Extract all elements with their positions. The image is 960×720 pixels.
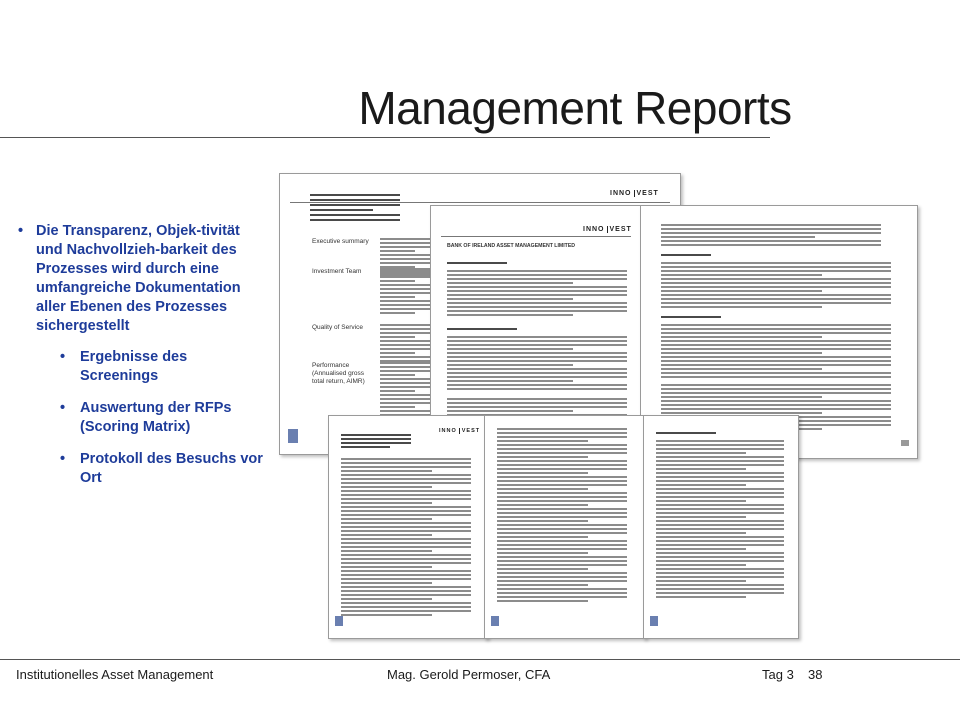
text-line-placeholder (656, 580, 746, 582)
text-line-placeholder (380, 312, 415, 314)
text-line-placeholder (380, 268, 430, 270)
text-line-placeholder (661, 224, 881, 226)
text-line-placeholder (380, 250, 415, 252)
text-line-placeholder (497, 480, 627, 482)
text-line-placeholder (341, 530, 471, 532)
page-corner-mark (491, 616, 499, 626)
text-line-placeholder (661, 372, 891, 374)
text-line-placeholder (661, 348, 891, 350)
text-line-placeholder (447, 360, 627, 362)
text-line-placeholder (447, 290, 627, 292)
page-corner-mark (288, 429, 298, 443)
text-line-placeholder (661, 282, 891, 284)
text-line-placeholder (656, 492, 784, 494)
text-line-placeholder (656, 552, 784, 554)
text-line-placeholder (497, 448, 627, 450)
text-line-placeholder (656, 568, 784, 570)
footer-divider (0, 659, 960, 660)
report-thumbnail-bank-of-ireland (430, 205, 642, 432)
text-line-placeholder (497, 496, 627, 498)
text-line-placeholder (341, 442, 411, 444)
text-line-placeholder (656, 540, 784, 542)
text-line-placeholder (497, 556, 627, 558)
text-line-placeholder (656, 516, 746, 518)
text-line-placeholder (656, 564, 746, 566)
text-line-placeholder (310, 199, 400, 201)
text-line-placeholder (341, 494, 471, 496)
text-line-placeholder (341, 550, 432, 552)
bullet-dot-icon: • (18, 223, 24, 239)
text-line-placeholder (380, 262, 430, 264)
text-line-placeholder (661, 400, 891, 402)
text-line-placeholder (380, 288, 430, 290)
text-line-placeholder (661, 266, 891, 268)
text-line-placeholder (497, 444, 627, 446)
text-line-placeholder (661, 278, 891, 280)
text-line-placeholder (380, 344, 430, 346)
text-line-placeholder (661, 340, 891, 342)
text-line-placeholder (656, 452, 746, 454)
text-line-placeholder (497, 476, 627, 478)
text-line-placeholder (341, 498, 471, 500)
text-line-placeholder (341, 506, 471, 508)
text-line-placeholder (341, 474, 471, 476)
text-line-placeholder (497, 564, 627, 566)
text-line-placeholder (497, 452, 627, 454)
sub-bullet (16, 450, 266, 488)
text-line-placeholder (661, 332, 891, 334)
section-label: Executive summary (312, 238, 369, 245)
text-line-placeholder (341, 438, 411, 440)
text-line-placeholder (497, 440, 588, 442)
text-line-placeholder (380, 292, 430, 294)
text-line-placeholder (341, 470, 432, 472)
text-line-placeholder (341, 478, 471, 480)
text-line-placeholder (310, 214, 400, 216)
text-line-placeholder (447, 270, 627, 272)
text-line-placeholder (341, 522, 471, 524)
text-line-placeholder (341, 610, 471, 612)
text-line-placeholder (661, 324, 891, 326)
slide-title: Management Reports (358, 82, 792, 134)
text-line-placeholder (497, 456, 588, 458)
text-line-placeholder (656, 456, 784, 458)
text-line-placeholder (380, 324, 430, 326)
text-line-placeholder (497, 536, 588, 538)
text-line-placeholder (447, 352, 627, 354)
text-line-placeholder (341, 570, 471, 572)
text-line-placeholder (341, 554, 471, 556)
text-line-placeholder (656, 584, 784, 586)
text-line-placeholder (380, 304, 430, 306)
text-line-placeholder (447, 344, 627, 346)
text-line-placeholder (497, 576, 627, 578)
text-line-placeholder (497, 544, 627, 546)
text-line-placeholder (447, 336, 627, 338)
text-line-placeholder (447, 402, 627, 404)
text-line-placeholder (661, 352, 822, 354)
text-line-placeholder (497, 488, 588, 490)
text-line-placeholder (380, 242, 430, 244)
text-line-placeholder (380, 374, 415, 376)
text-line-placeholder (380, 296, 415, 298)
text-line-placeholder (656, 572, 784, 574)
text-line-placeholder (661, 298, 891, 300)
text-line-placeholder (447, 328, 517, 330)
text-line-placeholder (380, 378, 430, 380)
text-line-placeholder (380, 382, 430, 384)
sub-bullet-text: Auswertung der RFPs (Scoring Matrix) (80, 400, 232, 435)
text-line-placeholder (497, 516, 627, 518)
bullet-dot-icon: • (60, 400, 66, 416)
text-line-placeholder (656, 576, 784, 578)
text-line-placeholder (656, 460, 784, 462)
text-line-placeholder (661, 404, 891, 406)
text-line-placeholder (661, 412, 822, 414)
text-line-placeholder (497, 528, 627, 530)
text-line-placeholder (341, 546, 471, 548)
sub-bullet (16, 348, 266, 386)
text-line-placeholder (661, 356, 891, 358)
text-line-placeholder (661, 376, 891, 378)
text-line-placeholder (656, 496, 784, 498)
text-line-placeholder (656, 512, 784, 514)
text-line-placeholder (497, 500, 627, 502)
text-line-placeholder (341, 582, 432, 584)
text-line-placeholder (656, 592, 784, 594)
text-line-placeholder (341, 598, 432, 600)
text-line-placeholder (447, 388, 627, 390)
text-line-placeholder (447, 314, 573, 316)
text-line-placeholder (380, 246, 430, 248)
text-line-placeholder (380, 410, 430, 412)
text-line-placeholder (447, 348, 573, 350)
text-line-placeholder (341, 558, 471, 560)
text-line-placeholder (380, 352, 415, 354)
report-thumbnail-page-3 (643, 415, 799, 639)
text-line-placeholder (341, 594, 471, 596)
text-line-placeholder (380, 300, 430, 302)
text-line-placeholder (341, 518, 432, 520)
text-line-placeholder (661, 360, 891, 362)
text-line-placeholder (380, 362, 430, 364)
text-line-placeholder (497, 520, 588, 522)
text-line-placeholder (380, 406, 415, 408)
text-line-placeholder (661, 344, 891, 346)
bullet-main-text: Die Transparenz, Objek-tivität und Nachvollzieh-barkeit des Prozesses wird durch eine umfangreiche Dokumentation aller Ebenen des Prozesses sichergestellt (36, 223, 241, 334)
text-line-placeholder (497, 600, 588, 602)
sub-bullet (16, 399, 266, 437)
text-line-placeholder (341, 578, 471, 580)
bullet-dot-icon: • (60, 349, 66, 365)
text-line-placeholder (497, 524, 627, 526)
text-line-placeholder (661, 408, 891, 410)
text-line-placeholder (661, 262, 891, 264)
text-line-placeholder (656, 528, 784, 530)
text-line-placeholder (661, 270, 891, 272)
text-line-placeholder (661, 328, 891, 330)
text-line-placeholder (341, 538, 471, 540)
text-line-placeholder (497, 592, 627, 594)
text-line-placeholder (656, 588, 784, 590)
text-line-placeholder (656, 524, 784, 526)
innovest-logo: INNO VEST (439, 428, 481, 434)
text-line-placeholder (380, 280, 415, 282)
text-line-placeholder (656, 508, 784, 510)
text-line-placeholder (656, 536, 784, 538)
footer-author: Mag. Gerold Permoser, CFA (387, 667, 551, 682)
text-line-placeholder (380, 394, 430, 396)
text-line-placeholder (447, 302, 627, 304)
innovest-logo: INNO VEST (583, 226, 632, 233)
text-line-placeholder (656, 532, 746, 534)
text-line-placeholder (380, 356, 430, 358)
text-line-placeholder (341, 574, 471, 576)
text-line-placeholder (661, 302, 891, 304)
text-line-placeholder (656, 440, 784, 442)
section-label: Investment Team (312, 268, 362, 275)
text-line-placeholder (447, 294, 627, 296)
text-line-placeholder (447, 310, 627, 312)
text-line-placeholder (497, 512, 627, 514)
section-label: Performance (Annualised gross total return, AIMR) (312, 362, 365, 385)
footer-page-number: 38 (808, 667, 823, 682)
text-line-placeholder (380, 390, 415, 392)
text-line-placeholder (497, 492, 627, 494)
text-line-placeholder (380, 308, 430, 310)
text-line-placeholder (447, 376, 627, 378)
text-line-placeholder (380, 402, 430, 404)
text-line-placeholder (656, 488, 784, 490)
page-corner-mark (650, 616, 658, 626)
text-line-placeholder (497, 436, 627, 438)
text-line-placeholder (497, 464, 627, 466)
text-line-placeholder (341, 446, 390, 448)
text-line-placeholder (497, 560, 627, 562)
text-line-placeholder (497, 568, 588, 570)
text-line-placeholder (497, 596, 627, 598)
text-line-placeholder (656, 548, 746, 550)
text-line-placeholder (447, 286, 627, 288)
text-line-placeholder (661, 306, 822, 308)
text-line-placeholder (661, 384, 891, 386)
text-line-placeholder (341, 458, 471, 460)
text-line-placeholder (656, 500, 746, 502)
text-line-placeholder (447, 340, 627, 342)
report-thumbnail-page-2 (484, 415, 646, 639)
text-line-placeholder (661, 236, 815, 238)
text-line-placeholder (380, 398, 430, 400)
text-line-placeholder (341, 490, 471, 492)
footer-course-title: Institutionelles Asset Management (16, 667, 214, 682)
text-line-placeholder (447, 274, 627, 276)
sub-bullet-text: Ergebnisse des Screenings (80, 349, 188, 384)
bullet-list (16, 222, 266, 501)
text-line-placeholder (310, 194, 400, 196)
text-line-placeholder (447, 410, 573, 412)
text-line-placeholder (341, 502, 432, 504)
text-line-placeholder (380, 332, 430, 334)
text-line-placeholder (497, 504, 588, 506)
text-line-placeholder (656, 544, 784, 546)
text-line-placeholder (341, 586, 471, 588)
footer-day: Tag 3 (762, 667, 794, 682)
text-line-placeholder (380, 386, 430, 388)
text-line-placeholder (341, 614, 432, 616)
text-line-placeholder (661, 388, 891, 390)
text-line-placeholder (656, 556, 784, 558)
sub-bullet-text: Protokoll des Besuchs vor Ort (80, 451, 263, 486)
text-line-placeholder (497, 508, 627, 510)
text-line-placeholder (341, 462, 471, 464)
text-line-placeholder (310, 209, 373, 211)
bullet-main (16, 222, 266, 336)
section-label: Quality of Service (312, 324, 363, 331)
text-line-placeholder (341, 534, 432, 536)
text-line-placeholder (497, 540, 627, 542)
text-line-placeholder (656, 484, 746, 486)
text-line-placeholder (661, 368, 822, 370)
text-line-placeholder (661, 232, 881, 234)
text-line-placeholder (380, 254, 430, 256)
text-line-placeholder (497, 484, 627, 486)
text-line-placeholder (447, 278, 627, 280)
text-line-placeholder (661, 240, 881, 242)
report-thumbnail-page-1 (328, 415, 488, 639)
page-corner-mark (335, 616, 343, 626)
text-line-placeholder (497, 472, 588, 474)
text-line-placeholder (341, 434, 411, 436)
text-line-placeholder (656, 448, 784, 450)
text-line-placeholder (497, 548, 627, 550)
text-line-placeholder (656, 464, 784, 466)
text-line-placeholder (447, 384, 627, 386)
text-line-placeholder (661, 290, 822, 292)
text-line-placeholder (656, 596, 746, 598)
text-line-placeholder (380, 284, 430, 286)
text-line-placeholder (497, 572, 627, 574)
text-line-placeholder (380, 272, 430, 274)
text-line-placeholder (661, 254, 711, 256)
text-line-placeholder (447, 398, 627, 400)
text-line-placeholder (447, 356, 627, 358)
text-line-placeholder (341, 606, 471, 608)
text-line-placeholder (661, 396, 822, 398)
text-line-placeholder (341, 542, 471, 544)
text-line-placeholder (497, 460, 627, 462)
text-line-placeholder (656, 504, 784, 506)
text-line-placeholder (661, 228, 881, 230)
text-line-placeholder (497, 428, 627, 430)
text-line-placeholder (656, 472, 784, 474)
title-divider (0, 137, 770, 138)
doc-heading: BANK OF IRELAND ASSET MANAGEMENT LIMITED (447, 243, 576, 249)
text-line-placeholder (380, 276, 430, 278)
text-line-placeholder (661, 286, 891, 288)
text-line-placeholder (341, 466, 471, 468)
text-line-placeholder (380, 366, 430, 368)
text-line-placeholder (656, 520, 784, 522)
text-line-placeholder (661, 336, 822, 338)
text-line-placeholder (380, 258, 430, 260)
text-line-placeholder (661, 244, 881, 246)
text-line-placeholder (380, 340, 430, 342)
text-line-placeholder (497, 584, 588, 586)
bullet-dot-icon: • (60, 451, 66, 467)
text-line-placeholder (661, 392, 891, 394)
text-line-placeholder (656, 480, 784, 482)
text-line-placeholder (380, 328, 430, 330)
text-line-placeholder (380, 336, 415, 338)
text-line-placeholder (497, 580, 627, 582)
text-line-placeholder (447, 282, 573, 284)
text-line-placeholder (661, 316, 721, 318)
sub-bullet-list (16, 348, 266, 488)
text-line-placeholder (380, 348, 430, 350)
text-line-placeholder (661, 294, 891, 296)
text-line-placeholder (497, 532, 627, 534)
text-line-placeholder (341, 562, 471, 564)
text-line-placeholder (661, 364, 891, 366)
text-line-placeholder (380, 238, 430, 240)
text-line-placeholder (447, 380, 573, 382)
text-line-placeholder (447, 406, 627, 408)
innovest-logo: INNO VEST (610, 190, 659, 197)
text-line-placeholder (497, 552, 588, 554)
text-line-placeholder (447, 368, 627, 370)
text-line-placeholder (497, 588, 627, 590)
text-line-placeholder (661, 274, 822, 276)
text-line-placeholder (656, 468, 746, 470)
text-line-placeholder (656, 432, 716, 434)
text-line-placeholder (380, 370, 430, 372)
text-line-placeholder (656, 444, 784, 446)
text-line-placeholder (341, 514, 471, 516)
text-line-placeholder (447, 262, 507, 264)
text-line-placeholder (310, 219, 400, 221)
text-line-placeholder (310, 204, 400, 206)
text-line-placeholder (497, 468, 627, 470)
text-line-placeholder (341, 486, 432, 488)
text-line-placeholder (341, 526, 471, 528)
text-line-placeholder (447, 372, 627, 374)
page-corner-mark (901, 440, 909, 446)
text-line-placeholder (341, 590, 471, 592)
text-line-placeholder (447, 306, 627, 308)
text-line-placeholder (341, 510, 471, 512)
text-line-placeholder (497, 432, 627, 434)
text-line-placeholder (656, 476, 784, 478)
text-line-placeholder (447, 364, 573, 366)
text-line-placeholder (341, 602, 471, 604)
text-line-placeholder (341, 566, 432, 568)
text-line-placeholder (656, 560, 784, 562)
text-line-placeholder (447, 298, 573, 300)
text-line-placeholder (341, 482, 471, 484)
